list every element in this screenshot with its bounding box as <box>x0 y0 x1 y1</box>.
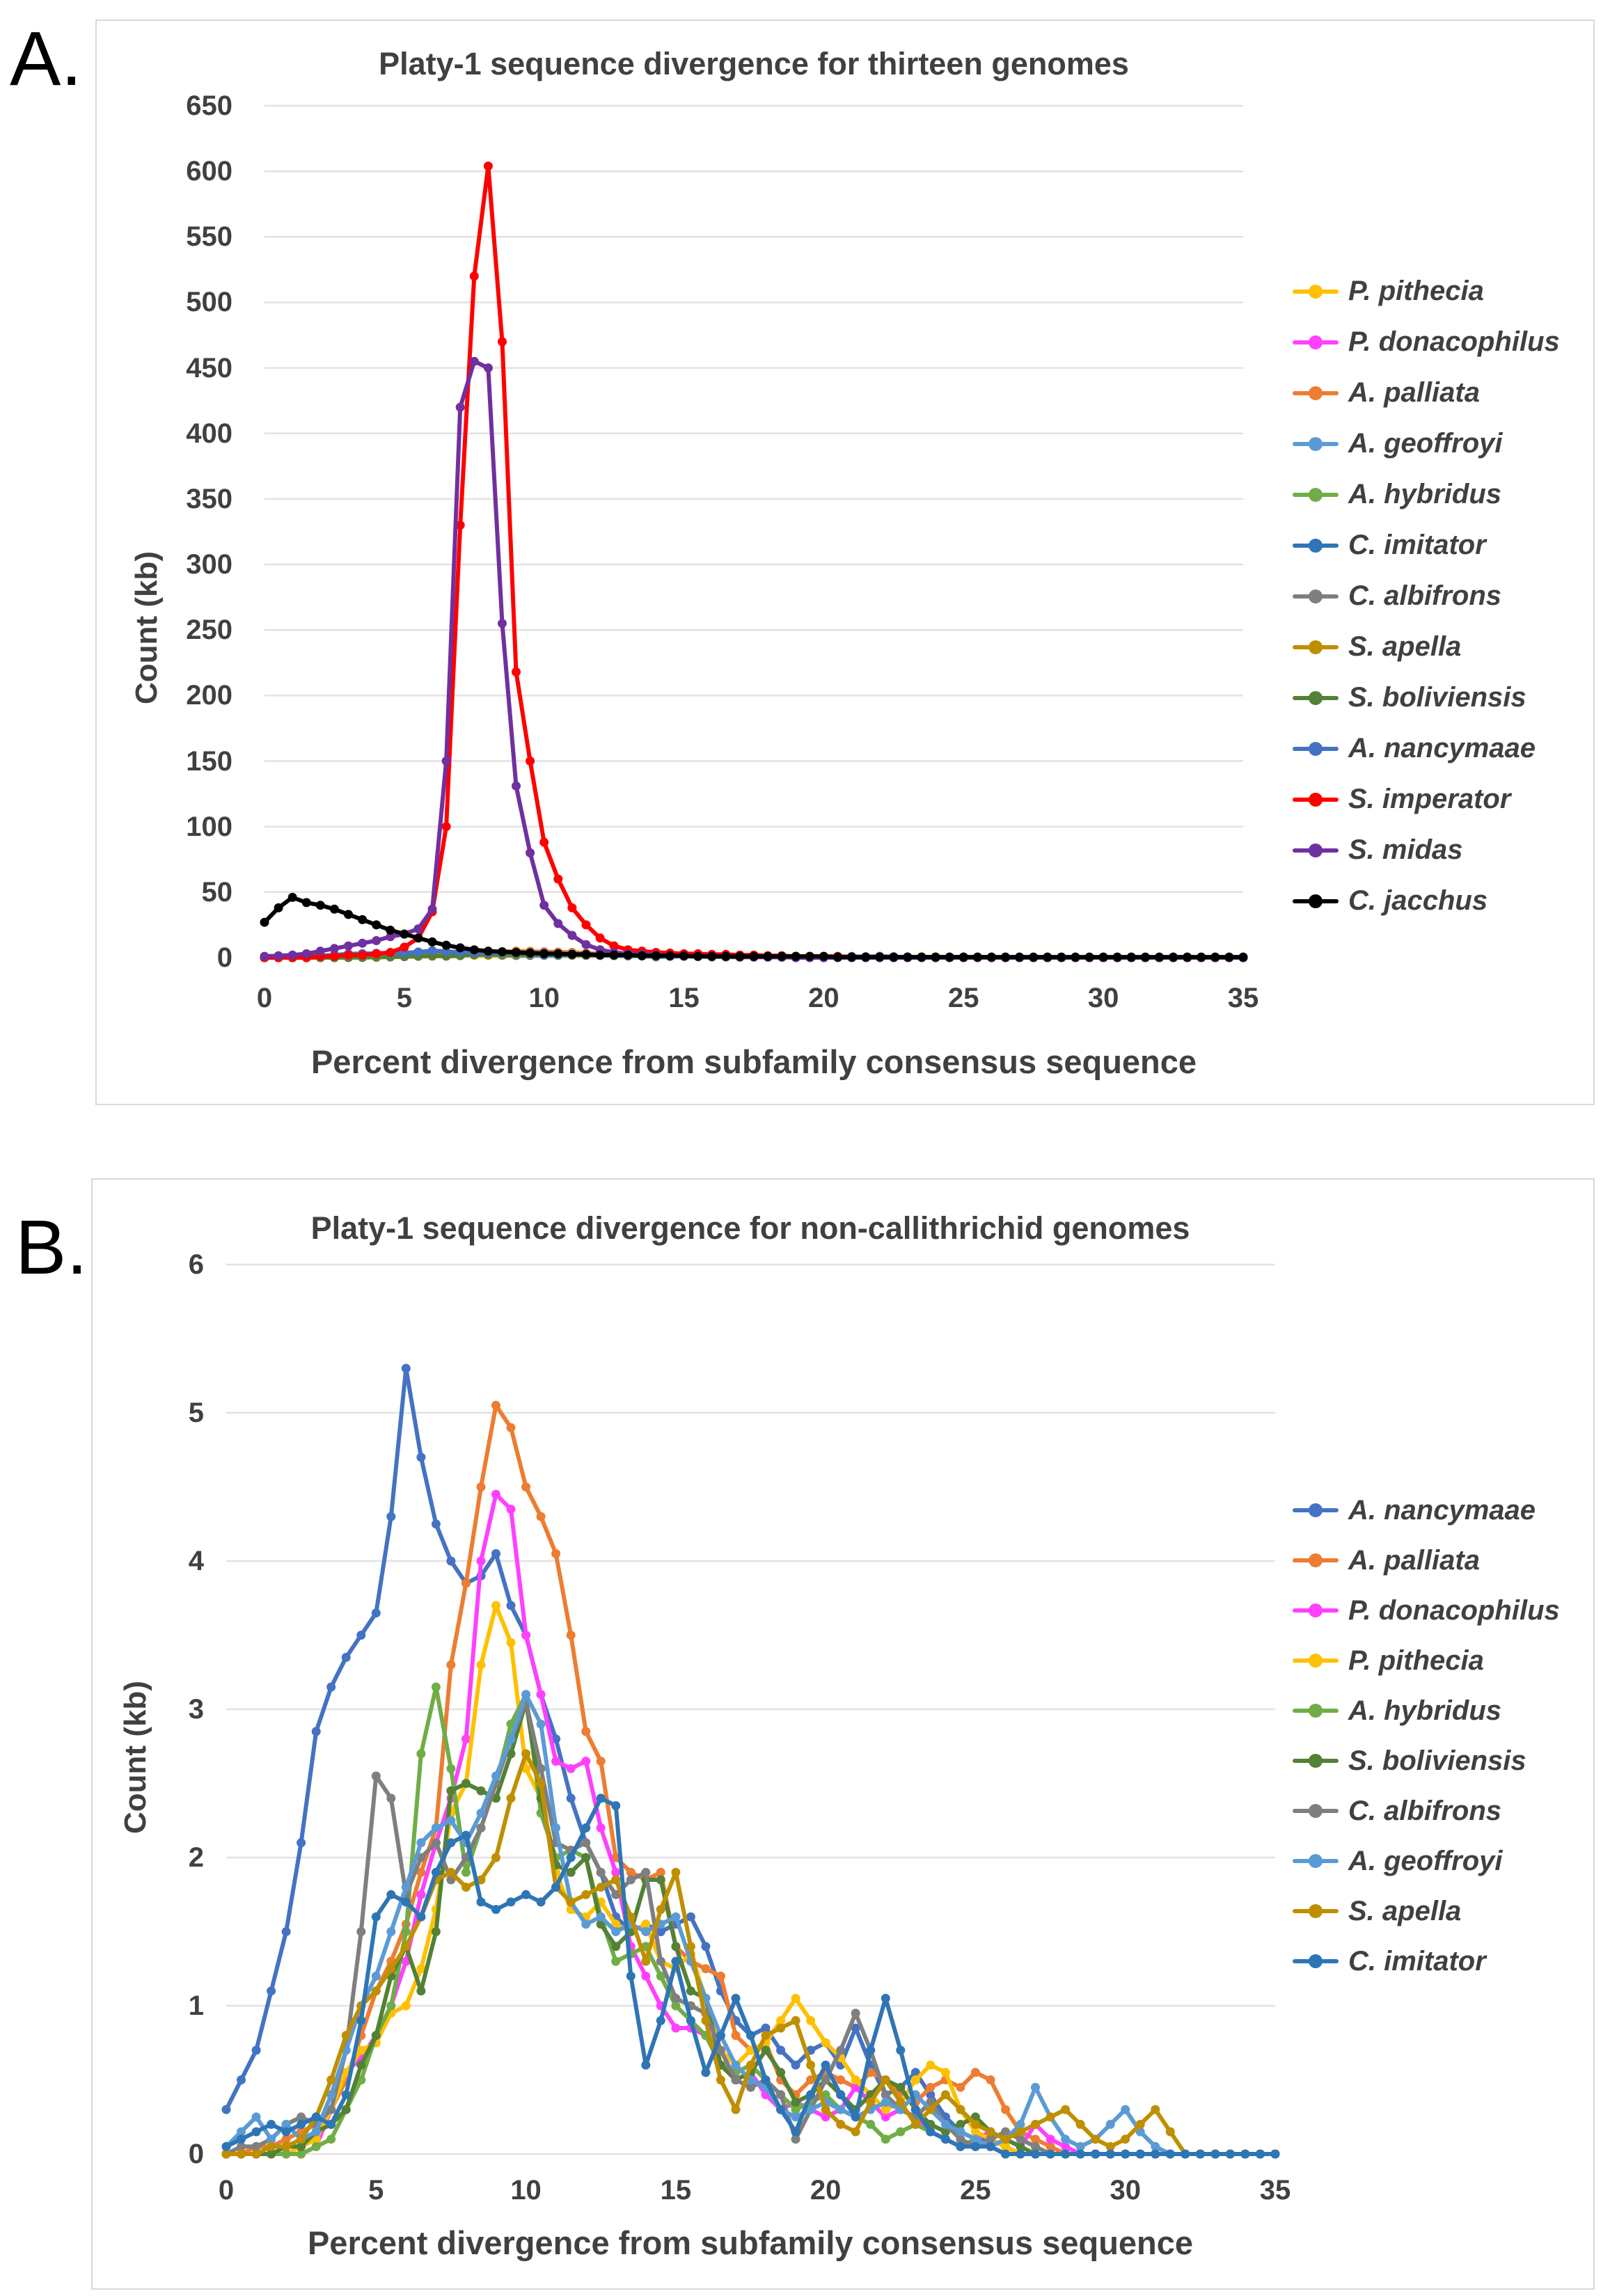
legend-marker-icon <box>1309 640 1323 654</box>
legend-item-c-jacchus <box>1293 876 1560 926</box>
legend-item-s-apella <box>1293 1886 1560 1936</box>
legend-marker-icon <box>1309 691 1323 705</box>
legend-line-icon <box>1293 1959 1339 1963</box>
y-tick-label-150: 150 <box>186 745 232 777</box>
legend-item-c-albifrons <box>1293 571 1560 621</box>
legend-line-icon <box>1293 1508 1339 1512</box>
legend-label: P. donacophilus <box>1348 1594 1560 1626</box>
legend-label: A. nancymaae <box>1348 733 1536 763</box>
legend-line-icon <box>1293 1809 1339 1813</box>
legend-item-p-pithecia <box>1293 1636 1560 1686</box>
legend-label: C. albifrons <box>1348 580 1502 611</box>
legend-item-a-palliata <box>1293 1535 1560 1585</box>
legend-marker-icon <box>1309 1553 1323 1567</box>
legend-label: C. albifrons <box>1348 1795 1502 1826</box>
x-tick-label-35: 35 <box>1259 2175 1291 2206</box>
legend-line-icon <box>1293 1759 1339 1763</box>
legend-item-a-palliata <box>1293 367 1560 418</box>
y-tick-label-450: 450 <box>186 352 232 383</box>
legend-line-icon <box>1293 594 1339 599</box>
x-tick-label-5: 5 <box>368 2175 384 2206</box>
y-tick-label-350: 350 <box>186 483 232 514</box>
x-tick-label-15: 15 <box>668 983 700 1013</box>
x-tick-label-25: 25 <box>948 983 979 1013</box>
chart-a-plot-area <box>265 106 1243 958</box>
chart-a-title: Platy-1 sequence divergence for thirteen genomes <box>379 46 1129 81</box>
legend-marker-icon <box>1309 437 1323 451</box>
y-tick-label-650: 650 <box>186 90 232 121</box>
x-tick-label-5: 5 <box>396 983 412 1013</box>
legend-marker-icon <box>1309 1754 1323 1768</box>
legend-line-icon <box>1293 848 1339 853</box>
legend-marker-icon <box>1309 539 1323 553</box>
legend-line-icon <box>1293 798 1339 802</box>
x-tick-label-30: 30 <box>1087 983 1119 1013</box>
legend-item-a-geoffroyi <box>1293 1836 1560 1886</box>
legend-marker-icon <box>1309 1904 1323 1918</box>
chart-b-title: Platy-1 sequence divergence for non-callithrichid genomes <box>310 1210 1190 1246</box>
legend-item-p-pithecia <box>1293 266 1560 317</box>
legend-label: S. apella <box>1348 631 1462 662</box>
legend-line-icon <box>1293 391 1339 395</box>
legend-marker-icon <box>1309 1503 1323 1517</box>
legend-line-icon <box>1293 340 1339 345</box>
legend-marker-icon <box>1309 488 1323 502</box>
chart-a-ylabel: Count (kb) <box>129 551 164 704</box>
y-tick-label-1: 1 <box>188 1990 204 2021</box>
legend-label: C. imitator <box>1348 1945 1486 1977</box>
legend-marker-icon <box>1309 335 1323 349</box>
legend-item-s-imperator <box>1293 774 1560 825</box>
chart-a-legend <box>1293 266 1560 926</box>
legend-label: A. geoffroyi <box>1348 428 1503 459</box>
legend-label: P. donacophilus <box>1348 326 1560 357</box>
legend-item-c-imitator <box>1293 520 1560 571</box>
y-tick-label-400: 400 <box>186 418 232 449</box>
x-tick-label-35: 35 <box>1227 983 1259 1013</box>
panel-a-label: A. <box>10 16 82 102</box>
legend-label: S. imperator <box>1348 784 1511 814</box>
legend-label: S. apella <box>1348 1895 1462 1926</box>
legend-line-icon <box>1293 899 1339 903</box>
legend-marker-icon <box>1309 894 1323 908</box>
legend-item-s-midas <box>1293 825 1560 876</box>
chart-b-ylabel: Count (kb) <box>118 1681 152 1834</box>
legend-marker-icon <box>1309 1654 1323 1668</box>
legend-marker-icon <box>1309 742 1323 756</box>
legend-label: S. midas <box>1348 834 1463 865</box>
legend-marker-icon <box>1309 285 1323 299</box>
legend-marker-icon <box>1309 844 1323 857</box>
y-tick-label-3: 3 <box>188 1694 204 1725</box>
y-tick-label-6: 6 <box>188 1249 204 1280</box>
legend-item-a-hybridus <box>1293 1686 1560 1736</box>
y-tick-label-2: 2 <box>188 1842 204 1873</box>
legend-marker-icon <box>1309 1804 1323 1818</box>
legend-line-icon <box>1293 1909 1339 1913</box>
legend-label: A. hybridus <box>1348 1695 1502 1726</box>
x-tick-label-25: 25 <box>960 2175 991 2206</box>
legend-marker-icon <box>1309 793 1323 807</box>
legend-marker-icon <box>1309 1604 1323 1617</box>
legend-item-a-hybridus <box>1293 469 1560 520</box>
chart-a-xlabel: Percent divergence from subfamily consensus sequence <box>310 1043 1197 1080</box>
legend-item-s-boliviensis <box>1293 672 1560 723</box>
x-tick-label-20: 20 <box>810 2175 842 2206</box>
legend-item-c-albifrons <box>1293 1786 1560 1836</box>
y-tick-label-300: 300 <box>186 549 232 580</box>
panel-b-label: B. <box>15 1205 88 1290</box>
x-tick-label-10: 10 <box>510 2175 542 2206</box>
chart-b-plot-area <box>226 1265 1275 2154</box>
panel-b <box>91 1178 1595 2290</box>
legend-line-icon <box>1293 1709 1339 1713</box>
y-tick-label-50: 50 <box>201 876 232 908</box>
y-tick-label-600: 600 <box>186 156 232 187</box>
legend-item-p-donacophilus <box>1293 1585 1560 1636</box>
y-tick-label-250: 250 <box>186 615 232 646</box>
legend-line-icon <box>1293 442 1339 446</box>
series-s-midas <box>260 357 1248 963</box>
legend-label: S. boliviensis <box>1348 1745 1526 1776</box>
legend-label: A. palliata <box>1348 1544 1480 1576</box>
chart-b-legend <box>1293 1485 1560 1986</box>
legend-line-icon <box>1293 1658 1339 1663</box>
legend-line-icon <box>1293 290 1339 294</box>
legend-line-icon <box>1293 696 1339 700</box>
legend-marker-icon <box>1309 1704 1323 1718</box>
series-c-albifrons <box>222 1697 1280 2159</box>
series-s-apella <box>222 1749 1280 2158</box>
y-tick-label-550: 550 <box>186 221 232 253</box>
gridlines <box>265 106 1243 958</box>
x-tick-label-30: 30 <box>1110 2175 1141 2206</box>
legend-label: C. jacchus <box>1348 885 1488 916</box>
legend-line-icon <box>1293 544 1339 548</box>
legend-item-c-imitator <box>1293 1936 1560 1986</box>
legend-label: A. geoffroyi <box>1348 1845 1503 1876</box>
x-tick-label-0: 0 <box>256 983 273 1013</box>
legend-label: P. pithecia <box>1348 1645 1484 1676</box>
legend-item-s-boliviensis <box>1293 1736 1560 1786</box>
series-s-imperator <box>260 161 1248 962</box>
legend-item-p-donacophilus <box>1293 317 1560 367</box>
x-tick-label-10: 10 <box>528 983 560 1013</box>
legend-marker-icon <box>1309 1854 1323 1868</box>
legend-item-s-apella <box>1293 621 1560 672</box>
y-tick-label-5: 5 <box>188 1398 204 1428</box>
legend-line-icon <box>1293 493 1339 497</box>
legend-item-a-geoffroyi <box>1293 418 1560 469</box>
legend-item-a-nancymaae <box>1293 1485 1560 1535</box>
legend-marker-icon <box>1309 386 1323 400</box>
x-tick-label-0: 0 <box>218 2175 235 2206</box>
legend-marker-icon <box>1309 1954 1323 1968</box>
legend-label: A. palliata <box>1348 377 1480 408</box>
y-tick-label-0: 0 <box>216 942 232 973</box>
legend-line-icon <box>1293 747 1339 751</box>
y-tick-label-500: 500 <box>186 287 232 318</box>
legend-label: C. imitator <box>1348 530 1486 560</box>
legend-line-icon <box>1293 1608 1339 1613</box>
y-tick-label-100: 100 <box>186 811 232 842</box>
legend-marker-icon <box>1309 589 1323 603</box>
y-tick-label-200: 200 <box>186 680 232 711</box>
y-tick-label-0: 0 <box>188 2139 204 2169</box>
legend-label: A. hybridus <box>1348 479 1502 509</box>
legend-label: A. nancymaae <box>1348 1494 1536 1526</box>
chart-b-xlabel: Percent divergence from subfamily consensus sequence <box>307 2224 1194 2261</box>
x-tick-label-20: 20 <box>808 983 839 1013</box>
legend-item-a-nancymaae <box>1293 723 1560 774</box>
legend-label: P. pithecia <box>1348 276 1484 306</box>
legend-line-icon <box>1293 645 1339 649</box>
legend-label: S. boliviensis <box>1348 682 1526 713</box>
legend-line-icon <box>1293 1859 1339 1863</box>
legend-line-icon <box>1293 1558 1339 1562</box>
x-tick-label-15: 15 <box>660 2175 692 2206</box>
panel-a <box>95 19 1595 1105</box>
y-tick-label-4: 4 <box>188 1546 204 1576</box>
